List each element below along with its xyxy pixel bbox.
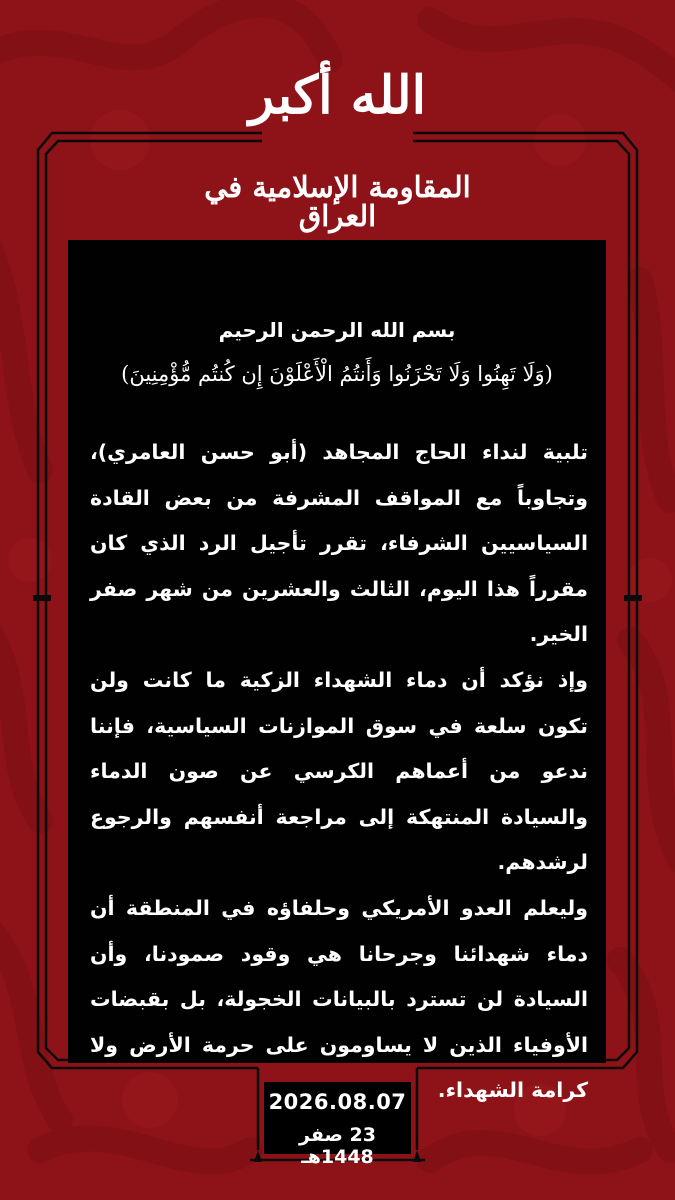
organization-logo <box>200 48 475 233</box>
hijri-date: 23 صفر 1448هـ <box>299 1124 376 1168</box>
statement-paragraph: وإذ نؤكد أن دماء الشهداء الزكية ما كانت ولن تكون سلعة في سوق الموازنات السياسية، فإننا ندعو من أعماهم الكرسي عن صون الدماء والسيادة المنتهكة إلى مراجعة أنفسهم والرجوع لرشدهم. <box>90 667 588 875</box>
logo-title: الله أكبر <box>248 65 427 126</box>
statement-paragraph: وليعلم العدو الأمريكي وحلفاؤه في المنطقة أن دماء شهدائنا وجرحانا هي وقود صمودنا، وأن السيادة لن تسترد بالبيانات الخجولة، بل بقبضات الأوفياء الذين لا يساومون على حرمة الأرض ولا كرامة الشهداء. <box>90 895 588 1103</box>
gregorian-date: 2026.08.07 <box>268 1090 407 1114</box>
logo-subtitle: المقاومة الإسلامية في العراق <box>204 170 471 233</box>
statement-body <box>90 430 588 1114</box>
basmala: بسم الله الرحمن الرحيم <box>218 318 456 342</box>
statement-paragraph: تلبية لنداء الحاج المجاهد (أبو حسن العامري)، وتجاوباً مع المواقف المشرفة من بعض القادة السياسيين الشرفاء، تقرر تأجيل الرد الذي كان مقرراً هذا اليوم، الثالث والعشرين من شهر صفر الخير. <box>90 440 588 647</box>
quran-verse: (وَلَا تَهِنُوا وَلَا تَحْزَنُوا وَأَنتُمُ الْأَعْلَوْنَ إِن كُنتُم مُّؤْمِنِينَ) <box>121 362 553 386</box>
date-box <box>264 1082 411 1168</box>
